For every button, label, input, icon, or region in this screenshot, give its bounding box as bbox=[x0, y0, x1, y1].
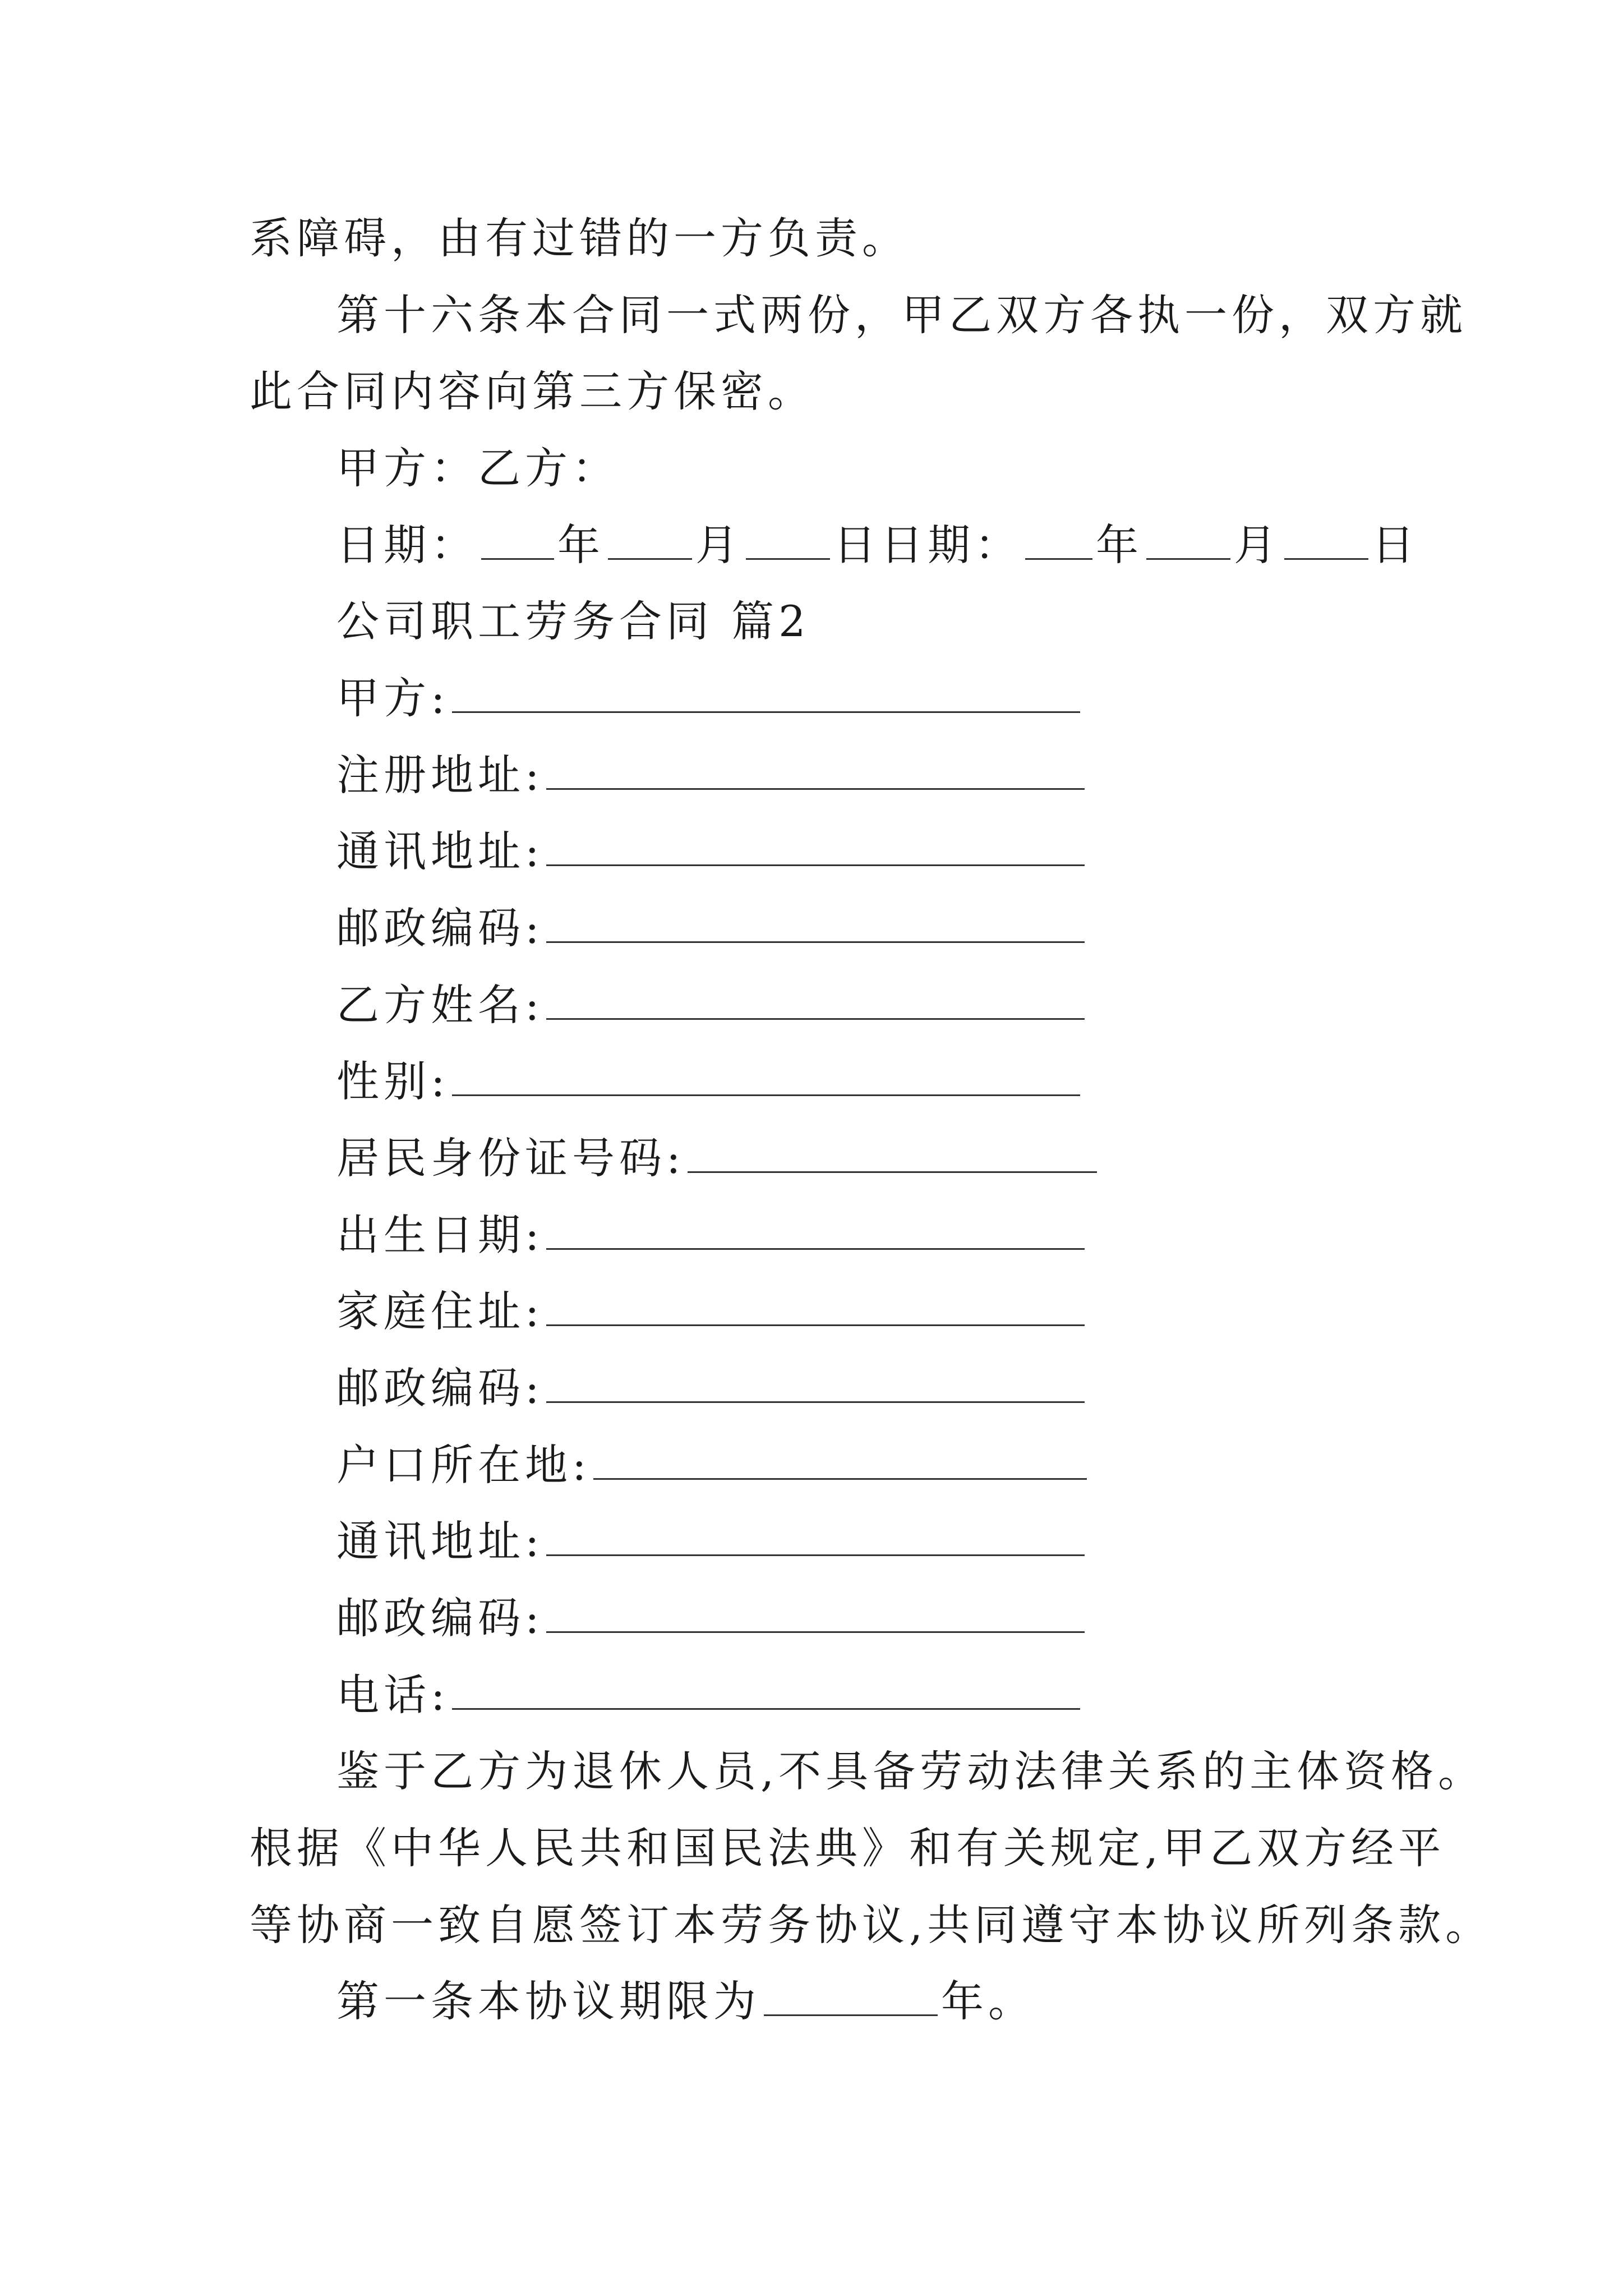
field-label: 性别: bbox=[336, 1056, 450, 1106]
form-field bbox=[336, 670, 1080, 726]
field-label: 户口所在地: bbox=[336, 1440, 591, 1490]
form-field bbox=[336, 977, 1085, 1033]
field-underline bbox=[546, 979, 1085, 1020]
paragraph-line bbox=[336, 1973, 1035, 2030]
text-p2-line2: 此合同内容向第三方保密。 bbox=[250, 366, 815, 416]
text-p4-suffix: 年。 bbox=[941, 1976, 1035, 2026]
form-field bbox=[336, 1437, 1087, 1493]
month-blank bbox=[608, 521, 692, 560]
field-underline bbox=[546, 902, 1085, 943]
field-underline bbox=[546, 1209, 1085, 1250]
form-field bbox=[336, 1130, 1097, 1186]
paragraph-line bbox=[250, 210, 909, 266]
text-p3-line1: 鉴于乙方为退休人员,不具备劳动法律关系的主体资格。 bbox=[336, 1746, 1486, 1796]
date-label: 日期： bbox=[336, 520, 478, 570]
form-field bbox=[336, 900, 1085, 956]
field-underline bbox=[546, 1362, 1085, 1403]
parties-line bbox=[336, 440, 619, 496]
field-label: 出生日期: bbox=[336, 1210, 544, 1260]
date-year2: 年 bbox=[1096, 520, 1143, 570]
field-underline bbox=[688, 1132, 1097, 1173]
field-label: 注册地址: bbox=[336, 750, 544, 800]
form-field bbox=[336, 823, 1085, 880]
field-underline bbox=[546, 1515, 1085, 1556]
field-underline bbox=[452, 1669, 1080, 1710]
field-underline bbox=[546, 1285, 1085, 1326]
form-field bbox=[336, 1360, 1085, 1416]
date-day-label2: 日日期： bbox=[833, 520, 1022, 570]
form-field bbox=[336, 747, 1085, 803]
paragraph-line bbox=[250, 1897, 1492, 1953]
field-label: 电话: bbox=[336, 1670, 450, 1720]
field-label: 邮政编码: bbox=[336, 1363, 544, 1413]
text-p3-line3: 等协商一致自愿签订本劳务协议,共同遵守本协议所列条款。 bbox=[250, 1900, 1493, 1950]
form-field bbox=[336, 1513, 1085, 1570]
text-p3-line2: 根据《中华人民共和国民法典》和有关规定,甲乙双方经平 bbox=[250, 1823, 1446, 1873]
form-field bbox=[336, 1667, 1080, 1723]
field-underline bbox=[546, 749, 1085, 790]
text-parties: 甲方：乙方： bbox=[336, 443, 619, 493]
date-day2: 日 bbox=[1372, 520, 1419, 570]
field-underline bbox=[546, 825, 1085, 866]
text-section-title: 公司职工劳务合同 篇2 bbox=[336, 596, 810, 646]
date-month: 月 bbox=[695, 520, 743, 570]
field-label: 家庭住址: bbox=[336, 1286, 544, 1336]
field-label: 居民身份证号码: bbox=[336, 1133, 685, 1183]
term-years-blank bbox=[764, 1977, 938, 2016]
field-underline bbox=[546, 1592, 1085, 1633]
field-underline bbox=[593, 1439, 1087, 1480]
field-underline bbox=[452, 1055, 1080, 1096]
field-label: 邮政编码: bbox=[336, 903, 544, 953]
date-line bbox=[336, 517, 1419, 573]
year-blank-2 bbox=[1025, 521, 1092, 560]
paragraph-line bbox=[250, 1820, 1445, 1876]
day-blank bbox=[746, 521, 830, 560]
field-label: 甲方: bbox=[336, 673, 450, 723]
month-blank-2 bbox=[1146, 521, 1230, 560]
form-field bbox=[336, 1283, 1085, 1340]
day-blank-2 bbox=[1284, 521, 1368, 560]
field-label: 邮政编码: bbox=[336, 1593, 544, 1643]
year-blank bbox=[481, 521, 554, 560]
field-label: 通讯地址: bbox=[336, 826, 544, 876]
paragraph-line bbox=[336, 287, 1467, 343]
form-field bbox=[336, 1053, 1080, 1110]
text-p2-line1: 第十六条本合同一式两份，甲乙双方各执一份，双方就 bbox=[336, 290, 1467, 340]
field-underline bbox=[452, 672, 1080, 713]
field-label: 乙方姓名: bbox=[336, 980, 544, 1030]
paragraph-line bbox=[250, 364, 815, 420]
field-label: 通讯地址: bbox=[336, 1516, 544, 1566]
text-p4-prefix: 第一条本协议期限为 bbox=[336, 1976, 760, 2026]
section-title bbox=[336, 593, 810, 650]
date-month2: 月 bbox=[1234, 520, 1281, 570]
date-year: 年 bbox=[557, 520, 605, 570]
form-field bbox=[336, 1207, 1085, 1263]
form-field bbox=[336, 1590, 1085, 1646]
paragraph-line bbox=[336, 1743, 1485, 1800]
text-p1-line1: 系障碍，由有过错的一方负责。 bbox=[250, 213, 909, 263]
